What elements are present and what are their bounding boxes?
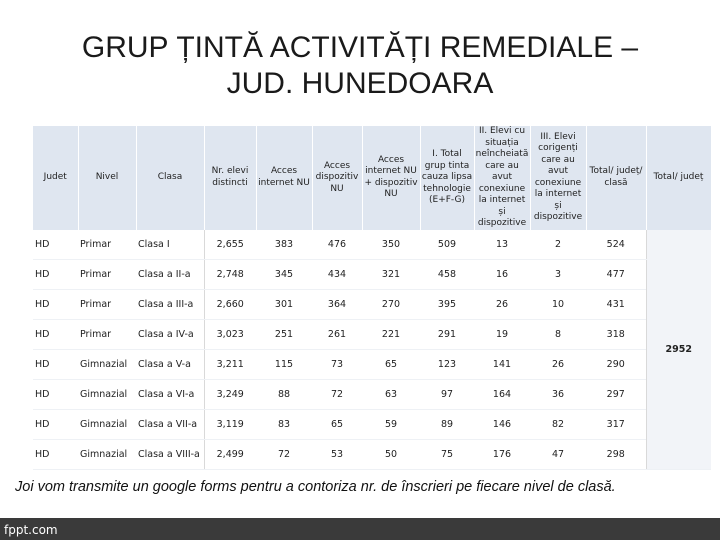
cell-judet: HD bbox=[33, 349, 78, 379]
table-row bbox=[33, 289, 711, 319]
cell-total-grup: 123 bbox=[420, 349, 474, 379]
cell-acces-internet: 72 bbox=[256, 439, 312, 469]
cell-total-clasa: 317 bbox=[586, 409, 646, 439]
cell-total-judet: 2952 bbox=[646, 230, 711, 470]
slide-title bbox=[0, 30, 720, 102]
cell-judet: HD bbox=[33, 319, 78, 349]
cell-acces-internet-dispozitiv: 65 bbox=[362, 349, 420, 379]
data-table bbox=[33, 126, 712, 470]
cell-total-clasa: 431 bbox=[586, 289, 646, 319]
cell-total-grup: 395 bbox=[420, 289, 474, 319]
cell-acces-dispozitiv: 73 bbox=[312, 349, 362, 379]
cell-elevi-situatia: 13 bbox=[474, 230, 530, 260]
cell-judet: HD bbox=[33, 379, 78, 409]
cell-nivel: Gimnazial bbox=[78, 349, 136, 379]
cell-elevi-corigenti: 8 bbox=[530, 319, 586, 349]
cell-nr-elevi: 3,211 bbox=[204, 349, 256, 379]
header-elevi-situatia: II. Elevi cu situația neîncheiată care au avut conexiune la internet și dispozitive bbox=[475, 126, 529, 228]
cell-acces-internet-dispozitiv: 59 bbox=[362, 409, 420, 439]
header-acces-internet: Acces internet NU bbox=[256, 126, 312, 230]
cell-elevi-situatia: 176 bbox=[474, 439, 530, 469]
cell-elevi-situatia: 16 bbox=[474, 259, 530, 289]
cell-judet: HD bbox=[33, 230, 78, 260]
cell-acces-internet: 88 bbox=[256, 379, 312, 409]
cell-acces-internet-dispozitiv: 221 bbox=[362, 319, 420, 349]
cell-acces-dispozitiv: 53 bbox=[312, 439, 362, 469]
data-table-container bbox=[33, 126, 711, 466]
footer-bar bbox=[0, 518, 720, 540]
table-row bbox=[33, 409, 711, 439]
cell-clasa: Clasa a VII-a bbox=[136, 409, 204, 439]
title-line-1: GRUP ȚINTĂ ACTIVITĂȚI REMEDIALE – bbox=[81, 31, 639, 64]
table-row bbox=[33, 379, 711, 409]
cell-nivel: Primar bbox=[78, 319, 136, 349]
cell-acces-dispozitiv: 65 bbox=[312, 409, 362, 439]
cell-acces-internet-dispozitiv: 270 bbox=[362, 289, 420, 319]
cell-elevi-corigenti: 10 bbox=[530, 289, 586, 319]
header-acces-dispozitiv: Acces dispozitiv NU bbox=[312, 126, 362, 230]
cell-elevi-corigenti: 2 bbox=[530, 230, 586, 260]
cell-acces-dispozitiv: 476 bbox=[312, 230, 362, 260]
cell-elevi-situatia: 141 bbox=[474, 349, 530, 379]
cell-judet: HD bbox=[33, 409, 78, 439]
cell-acces-internet: 383 bbox=[256, 230, 312, 260]
header-total-grup: I. Total grup tinta cauza lipsa tehnologie (E+F-G) bbox=[420, 126, 474, 230]
cell-total-clasa: 318 bbox=[586, 319, 646, 349]
cell-clasa: Clasa a III-a bbox=[136, 289, 204, 319]
footnote-text: Joi vom transmite un google forms pentru a contoriza nr. de înscrieri pe fiecare nivel de clasă. bbox=[15, 479, 616, 495]
cell-nr-elevi: 2,748 bbox=[204, 259, 256, 289]
cell-elevi-corigenti: 47 bbox=[530, 439, 586, 469]
cell-clasa: Clasa a IV-a bbox=[136, 319, 204, 349]
cell-elevi-situatia: 26 bbox=[474, 289, 530, 319]
cell-acces-dispozitiv: 434 bbox=[312, 259, 362, 289]
cell-elevi-corigenti: 26 bbox=[530, 349, 586, 379]
cell-clasa: Clasa a VI-a bbox=[136, 379, 204, 409]
cell-nivel: Gimnazial bbox=[78, 379, 136, 409]
header-nivel: Nivel bbox=[78, 126, 136, 230]
cell-acces-dispozitiv: 364 bbox=[312, 289, 362, 319]
cell-judet: HD bbox=[33, 289, 78, 319]
header-judet: Judet bbox=[33, 126, 78, 230]
cell-total-clasa: 290 bbox=[586, 349, 646, 379]
cell-nivel: Primar bbox=[78, 230, 136, 260]
cell-acces-internet-dispozitiv: 321 bbox=[362, 259, 420, 289]
cell-acces-dispozitiv: 72 bbox=[312, 379, 362, 409]
header-elevi-corigenti: III. Elevi corigenți care au avut conexiune la internet și dispozitive bbox=[530, 126, 586, 230]
cell-nivel: Primar bbox=[78, 289, 136, 319]
cell-nr-elevi: 2,499 bbox=[204, 439, 256, 469]
cell-nivel: Gimnazial bbox=[78, 409, 136, 439]
cell-total-clasa: 298 bbox=[586, 439, 646, 469]
cell-elevi-situatia: 164 bbox=[474, 379, 530, 409]
title-line-2: JUD. HUNEDOARA bbox=[226, 67, 494, 100]
cell-acces-internet: 345 bbox=[256, 259, 312, 289]
cell-total-grup: 458 bbox=[420, 259, 474, 289]
brand-logo-text: fppt.com bbox=[4, 523, 58, 537]
header-total-judet-clasa: Total/ județ/ clasă bbox=[586, 126, 646, 230]
cell-acces-internet: 251 bbox=[256, 319, 312, 349]
cell-elevi-corigenti: 3 bbox=[530, 259, 586, 289]
cell-clasa: Clasa a VIII-a bbox=[136, 439, 204, 469]
cell-nr-elevi: 2,655 bbox=[204, 230, 256, 260]
header-acces-internet-dispozitiv: Acces internet NU + dispozitiv NU bbox=[362, 126, 420, 230]
table-row bbox=[33, 349, 711, 379]
cell-elevi-corigenti: 82 bbox=[530, 409, 586, 439]
cell-acces-internet-dispozitiv: 50 bbox=[362, 439, 420, 469]
header-total-judet: Total/ județ bbox=[646, 126, 711, 230]
cell-nivel: Primar bbox=[78, 259, 136, 289]
cell-total-clasa: 477 bbox=[586, 259, 646, 289]
cell-total-grup: 291 bbox=[420, 319, 474, 349]
cell-total-grup: 89 bbox=[420, 409, 474, 439]
cell-nr-elevi: 3,249 bbox=[204, 379, 256, 409]
cell-acces-internet-dispozitiv: 350 bbox=[362, 230, 420, 260]
header-nr-elevi: Nr. elevi distincti bbox=[204, 126, 256, 230]
cell-clasa: Clasa I bbox=[136, 230, 204, 260]
table-row bbox=[33, 439, 711, 469]
cell-total-clasa: 524 bbox=[586, 230, 646, 260]
cell-acces-internet: 83 bbox=[256, 409, 312, 439]
cell-clasa: Clasa a V-a bbox=[136, 349, 204, 379]
cell-total-clasa: 297 bbox=[586, 379, 646, 409]
cell-nr-elevi: 3,023 bbox=[204, 319, 256, 349]
cell-elevi-situatia: 146 bbox=[474, 409, 530, 439]
table-row bbox=[33, 230, 711, 260]
cell-elevi-corigenti: 36 bbox=[530, 379, 586, 409]
cell-clasa: Clasa a II-a bbox=[136, 259, 204, 289]
cell-nr-elevi: 3,119 bbox=[204, 409, 256, 439]
cell-total-grup: 97 bbox=[420, 379, 474, 409]
header-clasa: Clasa bbox=[136, 126, 204, 230]
cell-total-grup: 75 bbox=[420, 439, 474, 469]
cell-nr-elevi: 2,660 bbox=[204, 289, 256, 319]
table-row bbox=[33, 259, 711, 289]
cell-judet: HD bbox=[33, 439, 78, 469]
cell-elevi-situatia: 19 bbox=[474, 319, 530, 349]
cell-nivel: Gimnazial bbox=[78, 439, 136, 469]
cell-acces-internet: 301 bbox=[256, 289, 312, 319]
cell-acces-internet-dispozitiv: 63 bbox=[362, 379, 420, 409]
cell-acces-dispozitiv: 261 bbox=[312, 319, 362, 349]
cell-judet: HD bbox=[33, 259, 78, 289]
table-header-row bbox=[33, 126, 711, 230]
cell-acces-internet: 115 bbox=[256, 349, 312, 379]
table-row bbox=[33, 319, 711, 349]
cell-total-grup: 509 bbox=[420, 230, 474, 260]
